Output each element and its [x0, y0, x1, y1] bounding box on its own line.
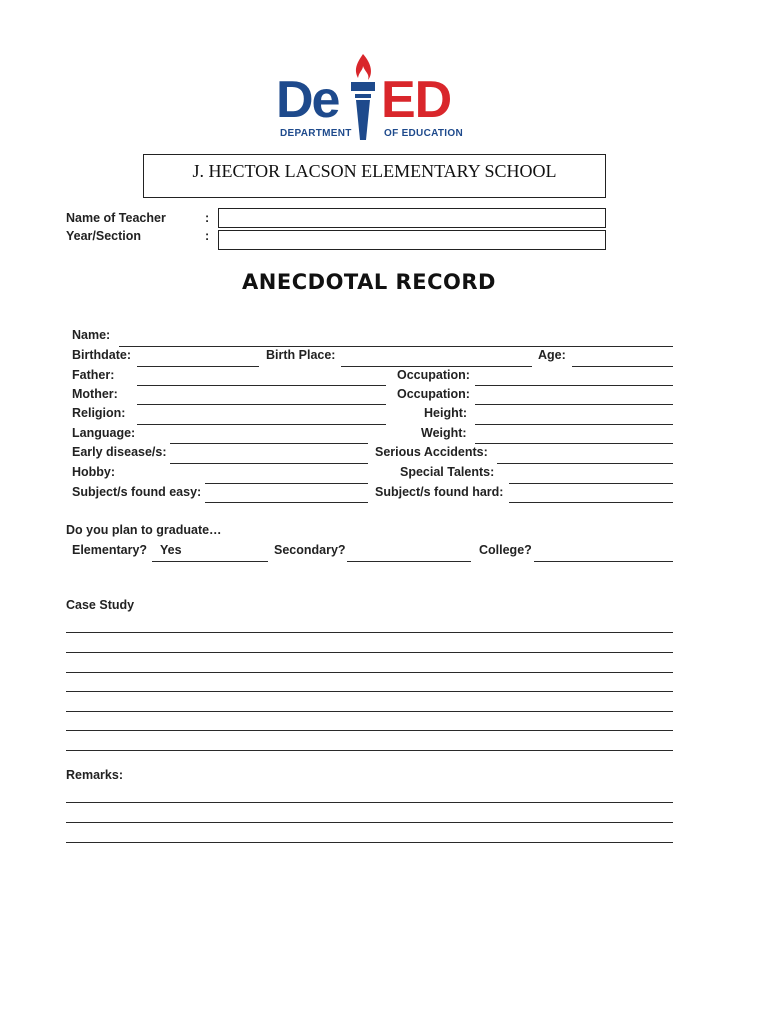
- remarks-line[interactable]: [66, 802, 673, 803]
- special-talents-label: Special Talents:: [400, 465, 495, 479]
- father-line[interactable]: [137, 385, 386, 386]
- birth-place-label: Birth Place:: [266, 348, 336, 362]
- remarks-line[interactable]: [66, 822, 673, 823]
- mother-label: Mother:: [72, 387, 118, 401]
- case-study-label: Case Study: [66, 598, 135, 612]
- religion-label: Religion:: [72, 406, 126, 420]
- case-study-line[interactable]: [66, 672, 673, 673]
- school-name: J. HECTOR LACSON ELEMENTARY SCHOOL: [192, 161, 557, 181]
- name-line[interactable]: [119, 346, 673, 347]
- case-study-line[interactable]: [66, 750, 673, 751]
- weight-label: Weight:: [421, 426, 467, 440]
- mother-line[interactable]: [137, 404, 386, 405]
- case-study-line[interactable]: [66, 730, 673, 731]
- mother-occupation-line[interactable]: [475, 404, 673, 405]
- subject-easy-label: Subject/s found easy:: [72, 485, 202, 499]
- serious-accidents-line[interactable]: [497, 463, 673, 464]
- religion-line[interactable]: [137, 424, 386, 425]
- logo-subtitle-right: OF EDUCATION: [384, 128, 463, 139]
- hobby-line[interactable]: [205, 483, 368, 484]
- father-label: Father:: [72, 368, 115, 382]
- case-study-line[interactable]: [66, 632, 673, 633]
- year-section-label: Year/Section: [66, 229, 142, 243]
- age-line[interactable]: [572, 366, 673, 367]
- teacher-name-colon: :: [205, 211, 210, 225]
- remarks-label: Remarks:: [66, 768, 123, 782]
- elementary-label: Elementary?: [72, 543, 148, 557]
- remarks-line[interactable]: [66, 842, 673, 843]
- college-label: College?: [479, 543, 532, 557]
- logo-wordmark-left: De: [276, 71, 339, 129]
- page-title: ANECDOTAL RECORD: [242, 270, 496, 294]
- hobby-label: Hobby:: [72, 465, 116, 479]
- subject-hard-line[interactable]: [509, 502, 673, 503]
- subject-hard-label: Subject/s found hard:: [375, 485, 504, 499]
- graduate-question: Do you plan to graduate…: [66, 523, 222, 537]
- college-line[interactable]: [534, 561, 673, 562]
- logo-subtitle-left: DEPARTMENT: [280, 128, 352, 139]
- height-label: Height:: [424, 406, 468, 420]
- mother-occupation-label: Occupation:: [397, 387, 470, 401]
- birth-place-line[interactable]: [341, 366, 532, 367]
- height-line[interactable]: [475, 424, 673, 425]
- secondary-label: Secondary?: [274, 543, 346, 557]
- father-occupation-line[interactable]: [475, 385, 673, 386]
- elementary-value[interactable]: Yes: [160, 543, 182, 557]
- birthdate-label: Birthdate:: [72, 348, 132, 362]
- teacher-name-label: Name of Teacher: [66, 211, 166, 225]
- name-label: Name:: [72, 328, 111, 342]
- logo-wordmark-right: ED: [381, 71, 452, 129]
- case-study-line[interactable]: [66, 711, 673, 712]
- language-label: Language:: [72, 426, 136, 440]
- case-study-line[interactable]: [66, 691, 673, 692]
- year-section-field[interactable]: [218, 230, 606, 250]
- case-study-line[interactable]: [66, 652, 673, 653]
- birthdate-line[interactable]: [137, 366, 259, 367]
- early-disease-label: Early disease/s:: [72, 445, 167, 459]
- early-disease-line[interactable]: [170, 463, 368, 464]
- elementary-line[interactable]: [152, 561, 268, 562]
- year-section-colon: :: [205, 229, 210, 243]
- subject-easy-line[interactable]: [205, 502, 368, 503]
- age-label: Age:: [538, 348, 566, 362]
- school-name-box: [143, 154, 606, 198]
- secondary-line[interactable]: [347, 561, 471, 562]
- weight-line[interactable]: [475, 443, 673, 444]
- teacher-name-field[interactable]: [218, 208, 606, 228]
- father-occupation-label: Occupation:: [397, 368, 470, 382]
- language-line[interactable]: [170, 443, 368, 444]
- serious-accidents-label: Serious Accidents:: [375, 445, 488, 459]
- special-talents-line[interactable]: [509, 483, 673, 484]
